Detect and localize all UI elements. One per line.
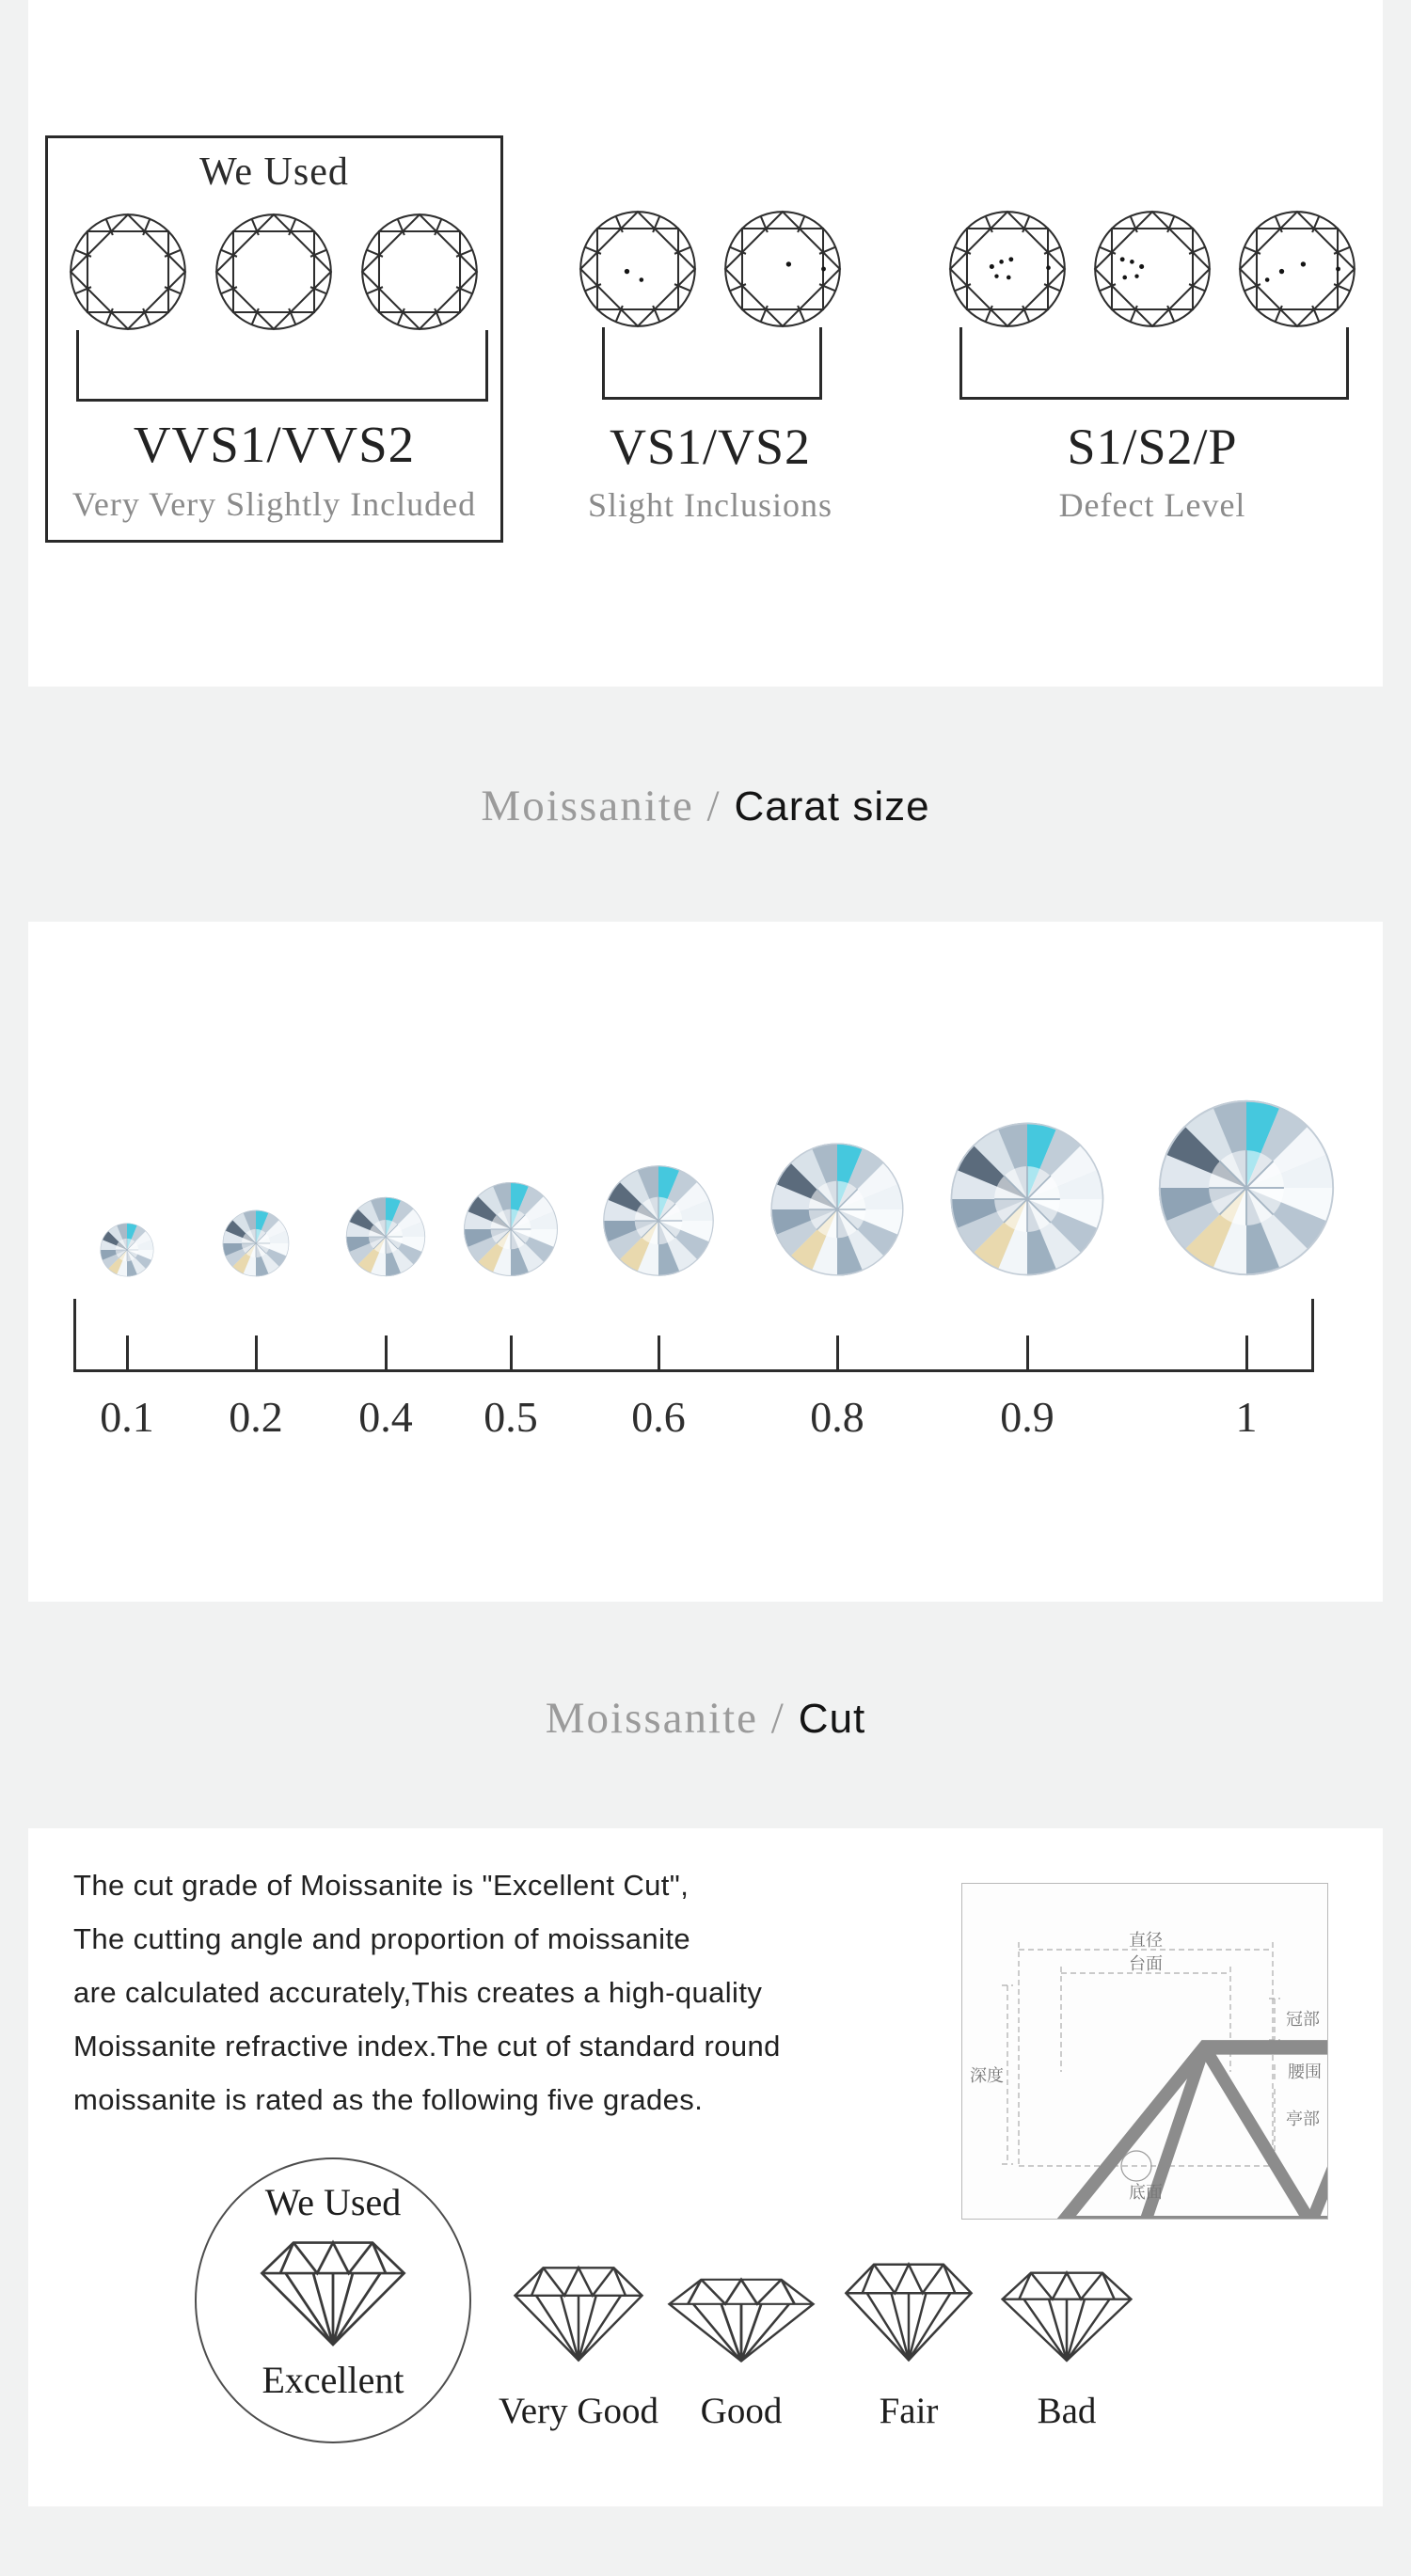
diamond-top-view-icon bbox=[1092, 209, 1213, 329]
cut-proportion-diagram bbox=[961, 1883, 1328, 2220]
vs-stone-row bbox=[578, 209, 843, 329]
ruler-end-tick bbox=[73, 1299, 76, 1372]
we-used-label: We Used bbox=[264, 2181, 402, 2223]
heading-emphasis: Carat size bbox=[734, 783, 930, 830]
we-used-label: We Used bbox=[199, 150, 349, 194]
heading-prefix: Moissanite / bbox=[481, 782, 721, 830]
group-bracket bbox=[602, 327, 822, 400]
diamond-side-view-icon bbox=[254, 2230, 412, 2352]
ruler-tick bbox=[385, 1335, 388, 1372]
ruler-tick bbox=[510, 1335, 513, 1372]
diagram-label-crown: 冠部 bbox=[1286, 2010, 1320, 2029]
grade-label: Excellent bbox=[262, 2359, 404, 2401]
diagram-label-depth: 深度 bbox=[970, 2066, 1004, 2085]
grade-label: Very Good bbox=[498, 2391, 659, 2431]
grade-label: Bad bbox=[1037, 2391, 1097, 2431]
carat-value: 0.1 bbox=[100, 1393, 154, 1441]
diamond-side-view-icon bbox=[508, 2256, 649, 2367]
moissanite-stone-0.2ct bbox=[222, 1209, 290, 1277]
grade-label: Fair bbox=[879, 2391, 939, 2431]
moissanite-stone-0.1ct bbox=[100, 1223, 154, 1277]
cut-heading bbox=[0, 1693, 1411, 1744]
grade-col-bad bbox=[963, 2191, 1170, 2432]
diagram-label-table: 台面 bbox=[1129, 1954, 1163, 1973]
clarity-group-vs bbox=[569, 135, 851, 537]
ruler-tick bbox=[836, 1335, 839, 1372]
diamond-top-view-icon bbox=[722, 209, 843, 329]
diagram-label-diameter: 直径 bbox=[1129, 1931, 1163, 1950]
paragraph-line: The cut grade of Moissanite is "Excellent Cut", bbox=[73, 1869, 690, 1902]
diagram-label-pavilion: 亭部 bbox=[1286, 2110, 1320, 2128]
carat-value: 0.5 bbox=[484, 1393, 538, 1441]
clarity-group-vvs bbox=[45, 135, 503, 543]
carat-value: 0.9 bbox=[1000, 1393, 1054, 1441]
paragraph-line: are calculated accurately,This creates a high-quality bbox=[73, 1976, 763, 2009]
cut-paragraph bbox=[73, 1858, 781, 2126]
moissanite-stone-0.4ct bbox=[345, 1196, 426, 1277]
carat-size-heading bbox=[0, 781, 1411, 831]
diamond-side-view-icon bbox=[839, 2252, 978, 2367]
diagram-label-culet: 底面 bbox=[1129, 2183, 1163, 2202]
diamond-top-view-icon bbox=[1237, 209, 1357, 329]
paragraph-line: Moissanite refractive index.The cut of standard round bbox=[73, 2030, 781, 2062]
diagram-label-girdle: 腰围 bbox=[1288, 2062, 1322, 2081]
diamond-top-view-icon bbox=[68, 212, 188, 332]
carat-value: 0.4 bbox=[358, 1393, 413, 1441]
paragraph-line: moissanite is rated as the following five grades. bbox=[73, 2083, 704, 2116]
we-used-grade-circle bbox=[195, 2157, 471, 2443]
clarity-section bbox=[28, 0, 1383, 687]
moissanite-stone-0.9ct bbox=[949, 1121, 1105, 1277]
ruler-tick bbox=[126, 1335, 129, 1372]
carat-ruler-baseline bbox=[73, 1369, 1314, 1372]
grade-label: S1/S2/P bbox=[1067, 419, 1238, 475]
moissanite-stone-1ct bbox=[1157, 1098, 1336, 1277]
grade-description: Defect Level bbox=[1058, 486, 1246, 524]
paragraph-line: The cutting angle and proportion of moissanite bbox=[73, 1922, 691, 1955]
grade-label: VVS1/VVS2 bbox=[133, 416, 416, 473]
group-bracket bbox=[959, 327, 1349, 400]
s-stone-row bbox=[947, 209, 1357, 329]
carat-size-section bbox=[28, 922, 1383, 1602]
diamond-top-view-icon bbox=[359, 212, 480, 332]
grade-label: Good bbox=[700, 2391, 783, 2431]
ruler-tick bbox=[255, 1335, 258, 1372]
ruler-tick bbox=[1245, 1335, 1248, 1372]
diamond-top-view-icon bbox=[214, 212, 334, 332]
diamond-top-view-icon bbox=[947, 209, 1068, 329]
carat-value: 0.6 bbox=[631, 1393, 686, 1441]
diamond-side-view-icon bbox=[661, 2269, 821, 2367]
ruler-end-tick bbox=[1311, 1299, 1314, 1372]
grade-description: Very Very Slightly Included bbox=[71, 485, 477, 523]
grade-description: Slight Inclusions bbox=[587, 486, 833, 524]
ruler-tick bbox=[658, 1335, 660, 1372]
moissanite-stone-0.6ct bbox=[602, 1164, 715, 1277]
group-bracket bbox=[76, 330, 488, 402]
heading-prefix: Moissanite / bbox=[545, 1694, 785, 1743]
vvs-stone-row bbox=[68, 212, 480, 332]
moissanite-stone-0.5ct bbox=[463, 1181, 559, 1277]
carat-value: 1 bbox=[1235, 1393, 1258, 1441]
grade-label: VS1/VS2 bbox=[609, 419, 812, 475]
moissanite-stone-0.8ct bbox=[769, 1142, 905, 1277]
diamond-side-view-icon bbox=[995, 2262, 1138, 2367]
diagram-sketch bbox=[962, 1884, 1327, 2219]
carat-value: 0.8 bbox=[810, 1393, 864, 1441]
ruler-tick bbox=[1026, 1335, 1029, 1372]
heading-emphasis: Cut bbox=[798, 1696, 866, 1742]
cut-section bbox=[28, 1828, 1383, 2506]
diamond-top-view-icon bbox=[578, 209, 698, 329]
clarity-group-s bbox=[936, 135, 1369, 537]
carat-value: 0.2 bbox=[229, 1393, 283, 1441]
